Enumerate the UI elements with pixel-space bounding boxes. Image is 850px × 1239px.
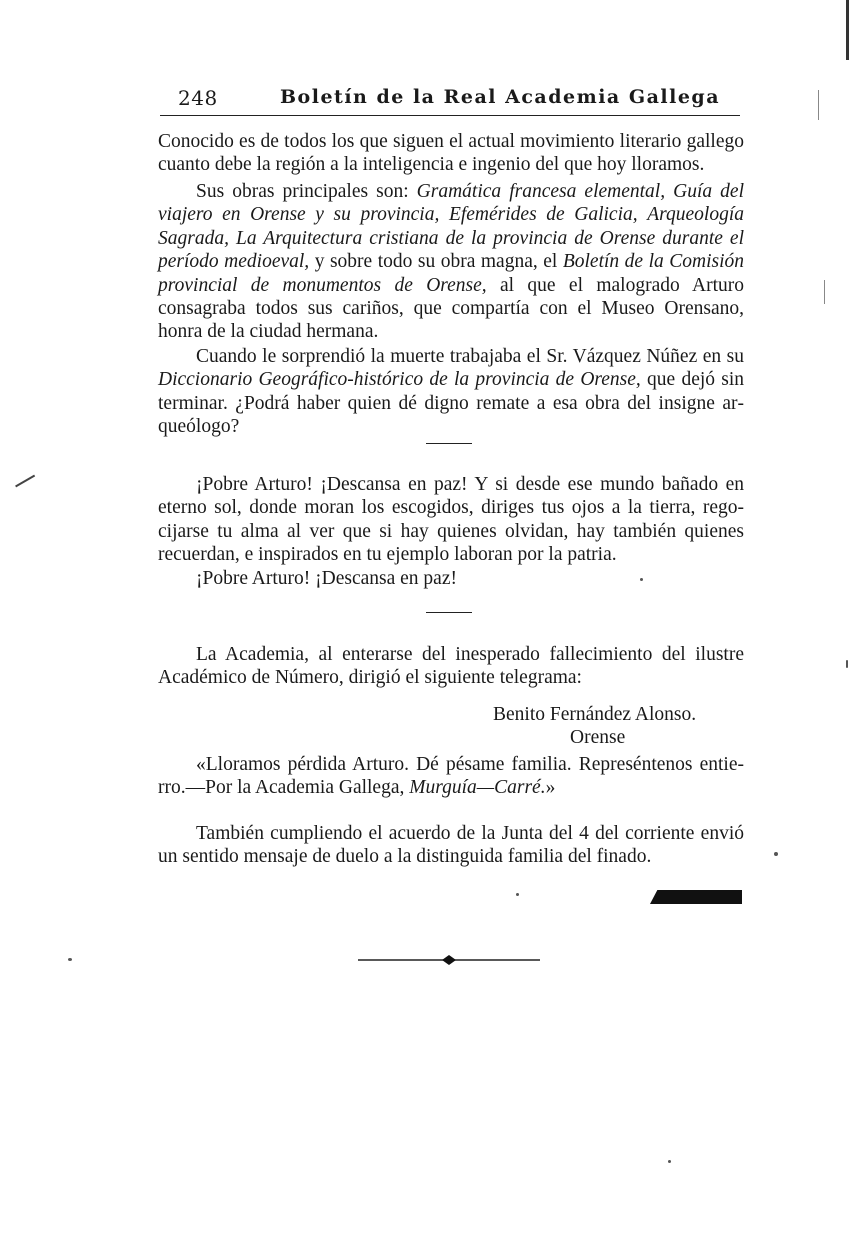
scan-speck <box>668 1160 671 1163</box>
paragraph-intro <box>158 130 744 177</box>
paragraph-academy-text: La Academia, al enterarse del inesperado fallecimiento del ilustre Académico de Número, dirigió el siguiente telegrama: <box>158 644 744 689</box>
scan-speck <box>68 958 72 961</box>
scan-speck <box>774 852 778 856</box>
paragraph-academy <box>158 643 744 690</box>
works-mid: y sobre todo su obra magna, el <box>314 251 558 273</box>
scan-edge-mark <box>824 280 825 304</box>
page-header <box>160 86 742 114</box>
work-title: Efemérides de Galicia, <box>448 204 638 226</box>
dictionary-start: Cuando le sorprendió la muerte trabajaba el Sr. Vázquez Núñez en su <box>196 346 744 367</box>
paragraph-message <box>158 822 744 869</box>
scan-speck <box>846 660 848 668</box>
scan-speck <box>640 578 643 581</box>
work-title: Diccionario Geográfico-histórico de la provincia de Orense, <box>158 369 641 391</box>
works-intro: Sus obras principales son: <box>196 181 409 202</box>
end-ornament <box>358 950 540 970</box>
print-smudge-bar <box>650 890 742 904</box>
scan-edge-mark <box>846 0 849 60</box>
work-title: Boletín de la Comisión provincial de monumentos de Orense, <box>158 251 745 296</box>
works-end: al que el malogrado Arturo consagraba todos sus cariños, que compartía con el Museo Orensano, honra de la ciudad hermana. <box>158 274 744 343</box>
paragraph-dictionary <box>158 345 744 439</box>
scan-edge-mark <box>15 475 35 487</box>
work-title: Guía del viajero en Orense y su provincia, <box>158 181 745 226</box>
running-title: Boletín de la Real Academia Gallega <box>280 86 721 108</box>
section-rule <box>426 612 472 613</box>
paragraph-intro-text: Conocido es de todos los que siguen el actual movimiento literario gallego cuanto debe la región a la inteligencia e ingenio del que hoy lloramos. <box>158 131 744 176</box>
dictionary-end: que dejó sin terminar. ¿Podrá haber quien dé digno remate a esa obra del insigne arqueólogo? <box>158 369 745 438</box>
ornament-diamond <box>442 955 456 965</box>
scan-speck <box>516 893 519 896</box>
paragraph-farewell-text: ¡Pobre Arturo! ¡Descansa en paz! <box>196 568 457 589</box>
telegram-city: Orense <box>570 727 626 748</box>
page-number: 248 <box>178 86 218 110</box>
scan-edge-mark <box>818 90 819 120</box>
header-rule <box>160 115 740 116</box>
telegram-text: «Lloramos pérdida Arturo. Dé pésame familia. Represéntenos entierro.—Por la Academia Gallega, <box>158 754 744 799</box>
telegram-signers: Murguía—Carré. <box>409 777 546 799</box>
paragraph-telegram <box>158 753 744 800</box>
paragraph-lament <box>158 473 744 567</box>
work-title: La Arquitectura cristiana de la provincia de Orense durante el período medioeval, <box>158 227 745 273</box>
section-rule <box>426 443 472 444</box>
paragraph-message-text: También cumpliendo el acuerdo de la Junta del 4 del corriente envió un sentido mensaje de duelo a la distinguida familia del finado. <box>158 823 744 868</box>
telegram-close: » <box>545 777 556 799</box>
telegram-addressee: Benito Fernández Alonso. <box>493 704 697 725</box>
work-title: Arqueología Sagrada, <box>158 204 745 249</box>
paragraph-lament-text: ¡Pobre Arturo! ¡Descansa en paz! Y si desde ese mundo bañado en eterno sol, donde moran los escogidos, diriges tus ojos a la tierra, regocijarse tu alma al ver que si hay quienes olvidan, hay también quienes recuerdan, e inspirados en tu ejemplo laboran por la patria. <box>158 474 744 566</box>
paragraph-farewell <box>158 567 744 590</box>
paragraph-works <box>158 180 744 344</box>
work-title: Gramática francesa elemental, <box>416 181 666 202</box>
